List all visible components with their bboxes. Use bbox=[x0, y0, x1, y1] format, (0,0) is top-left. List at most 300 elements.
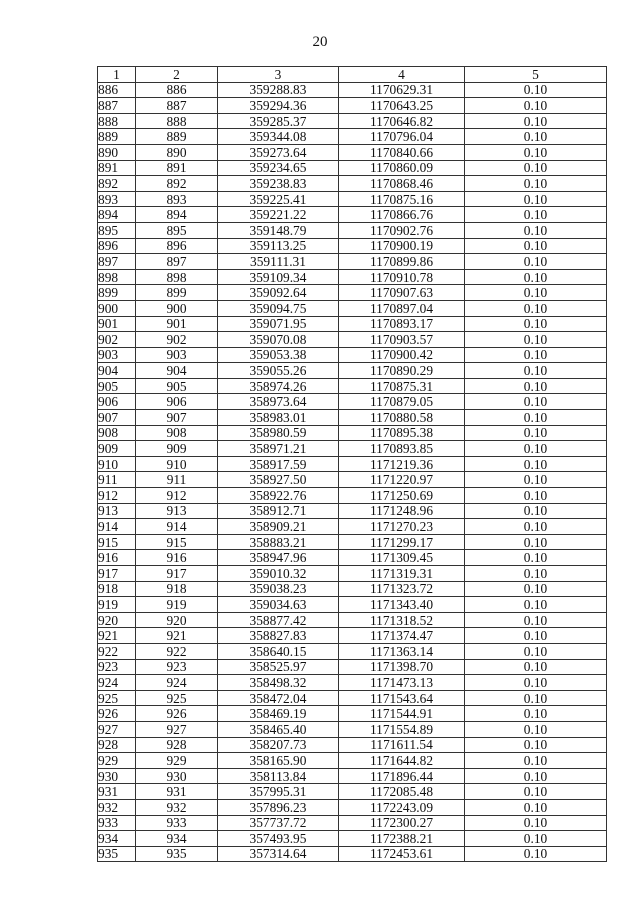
value-cell: 0.10 bbox=[465, 254, 607, 270]
y-coordinate-cell: 1170903.57 bbox=[339, 332, 465, 348]
value-cell: 0.10 bbox=[465, 534, 607, 550]
row-number-cell: 923 bbox=[98, 659, 136, 675]
y-coordinate-cell: 1170895.38 bbox=[339, 425, 465, 441]
row-number-cell: 893 bbox=[98, 191, 136, 207]
value-cell: 0.10 bbox=[465, 503, 607, 519]
value-cell: 0.10 bbox=[465, 643, 607, 659]
y-coordinate-cell: 1171473.13 bbox=[339, 675, 465, 691]
row-number-cell: 925 bbox=[98, 690, 136, 706]
x-coordinate-cell: 358974.26 bbox=[218, 378, 339, 394]
x-coordinate-cell: 359092.64 bbox=[218, 285, 339, 301]
y-coordinate-cell: 1170875.16 bbox=[339, 191, 465, 207]
x-coordinate-cell: 357737.72 bbox=[218, 815, 339, 831]
row-number-cell: 922 bbox=[98, 643, 136, 659]
table-row bbox=[98, 378, 607, 394]
row-number-cell: 917 bbox=[98, 566, 136, 582]
x-coordinate-cell: 359148.79 bbox=[218, 222, 339, 238]
y-coordinate-cell: 1170643.25 bbox=[339, 98, 465, 114]
y-coordinate-cell: 1171248.96 bbox=[339, 503, 465, 519]
row-number-cell: 929 bbox=[98, 753, 136, 769]
value-cell: 0.10 bbox=[465, 332, 607, 348]
value-cell: 0.10 bbox=[465, 191, 607, 207]
point-number-cell: 922 bbox=[136, 643, 218, 659]
x-coordinate-cell: 357314.64 bbox=[218, 846, 339, 862]
x-coordinate-cell: 359285.37 bbox=[218, 113, 339, 129]
value-cell: 0.10 bbox=[465, 316, 607, 332]
y-coordinate-cell: 1170796.04 bbox=[339, 129, 465, 145]
y-coordinate-cell: 1170840.66 bbox=[339, 144, 465, 160]
table-row bbox=[98, 300, 607, 316]
point-number-cell: 902 bbox=[136, 332, 218, 348]
x-coordinate-cell: 358165.90 bbox=[218, 753, 339, 769]
value-cell: 0.10 bbox=[465, 737, 607, 753]
y-coordinate-cell: 1171323.72 bbox=[339, 581, 465, 597]
y-coordinate-cell: 1170893.85 bbox=[339, 441, 465, 457]
table-row bbox=[98, 129, 607, 145]
row-number-cell: 901 bbox=[98, 316, 136, 332]
point-number-cell: 931 bbox=[136, 784, 218, 800]
y-coordinate-cell: 1170879.05 bbox=[339, 394, 465, 410]
point-number-cell: 896 bbox=[136, 238, 218, 254]
x-coordinate-cell: 359109.34 bbox=[218, 269, 339, 285]
row-number-cell: 910 bbox=[98, 456, 136, 472]
value-cell: 0.10 bbox=[465, 690, 607, 706]
y-coordinate-cell: 1170893.17 bbox=[339, 316, 465, 332]
point-number-cell: 921 bbox=[136, 628, 218, 644]
y-coordinate-cell: 1170868.46 bbox=[339, 176, 465, 192]
point-number-cell: 935 bbox=[136, 846, 218, 862]
row-number-cell: 889 bbox=[98, 129, 136, 145]
table-row bbox=[98, 410, 607, 426]
x-coordinate-cell: 359234.65 bbox=[218, 160, 339, 176]
value-cell: 0.10 bbox=[465, 550, 607, 566]
point-number-cell: 907 bbox=[136, 410, 218, 426]
table-row bbox=[98, 425, 607, 441]
value-cell: 0.10 bbox=[465, 300, 607, 316]
y-coordinate-cell: 1170866.76 bbox=[339, 207, 465, 223]
point-number-cell: 889 bbox=[136, 129, 218, 145]
y-coordinate-cell: 1171398.70 bbox=[339, 659, 465, 675]
value-cell: 0.10 bbox=[465, 222, 607, 238]
y-coordinate-cell: 1170629.31 bbox=[339, 82, 465, 98]
table-row bbox=[98, 566, 607, 582]
table-row bbox=[98, 799, 607, 815]
y-coordinate-cell: 1170900.42 bbox=[339, 347, 465, 363]
table-row bbox=[98, 721, 607, 737]
row-number-cell: 915 bbox=[98, 534, 136, 550]
row-number-cell: 891 bbox=[98, 160, 136, 176]
point-number-cell: 929 bbox=[136, 753, 218, 769]
value-cell: 0.10 bbox=[465, 799, 607, 815]
table-row bbox=[98, 846, 607, 862]
y-coordinate-cell: 1172388.21 bbox=[339, 831, 465, 847]
y-coordinate-cell: 1171374.47 bbox=[339, 628, 465, 644]
table-row bbox=[98, 207, 607, 223]
table-row bbox=[98, 269, 607, 285]
table-row bbox=[98, 534, 607, 550]
row-number-cell: 906 bbox=[98, 394, 136, 410]
x-coordinate-cell: 357995.31 bbox=[218, 784, 339, 800]
point-number-cell: 920 bbox=[136, 612, 218, 628]
table-row bbox=[98, 706, 607, 722]
value-cell: 0.10 bbox=[465, 815, 607, 831]
table-row bbox=[98, 238, 607, 254]
value-cell: 0.10 bbox=[465, 581, 607, 597]
point-number-cell: 897 bbox=[136, 254, 218, 270]
point-number-cell: 919 bbox=[136, 597, 218, 613]
x-coordinate-cell: 359113.25 bbox=[218, 238, 339, 254]
value-cell: 0.10 bbox=[465, 129, 607, 145]
point-number-cell: 894 bbox=[136, 207, 218, 223]
x-coordinate-cell: 359111.31 bbox=[218, 254, 339, 270]
table-row bbox=[98, 82, 607, 98]
point-number-cell: 909 bbox=[136, 441, 218, 457]
value-cell: 0.10 bbox=[465, 363, 607, 379]
point-number-cell: 905 bbox=[136, 378, 218, 394]
x-coordinate-cell: 359071.95 bbox=[218, 316, 339, 332]
x-coordinate-cell: 359294.36 bbox=[218, 98, 339, 114]
column-header-5: 5 bbox=[465, 67, 607, 83]
table-row bbox=[98, 254, 607, 270]
value-cell: 0.10 bbox=[465, 753, 607, 769]
point-number-cell: 886 bbox=[136, 82, 218, 98]
row-number-cell: 935 bbox=[98, 846, 136, 862]
y-coordinate-cell: 1170899.86 bbox=[339, 254, 465, 270]
point-number-cell: 888 bbox=[136, 113, 218, 129]
table-row bbox=[98, 503, 607, 519]
table-row bbox=[98, 612, 607, 628]
row-number-cell: 908 bbox=[98, 425, 136, 441]
value-cell: 0.10 bbox=[465, 784, 607, 800]
table-row bbox=[98, 737, 607, 753]
y-coordinate-cell: 1171611.54 bbox=[339, 737, 465, 753]
row-number-cell: 930 bbox=[98, 768, 136, 784]
value-cell: 0.10 bbox=[465, 488, 607, 504]
table-row bbox=[98, 316, 607, 332]
y-coordinate-cell: 1170900.19 bbox=[339, 238, 465, 254]
x-coordinate-cell: 359238.83 bbox=[218, 176, 339, 192]
x-coordinate-cell: 358983.01 bbox=[218, 410, 339, 426]
point-number-cell: 891 bbox=[136, 160, 218, 176]
table-row bbox=[98, 597, 607, 613]
x-coordinate-cell: 358927.50 bbox=[218, 472, 339, 488]
x-coordinate-cell: 358973.64 bbox=[218, 394, 339, 410]
x-coordinate-cell: 359273.64 bbox=[218, 144, 339, 160]
x-coordinate-cell: 358469.19 bbox=[218, 706, 339, 722]
y-coordinate-cell: 1172243.09 bbox=[339, 799, 465, 815]
x-coordinate-cell: 358827.83 bbox=[218, 628, 339, 644]
table-row bbox=[98, 784, 607, 800]
point-number-cell: 906 bbox=[136, 394, 218, 410]
column-header-1: 1 bbox=[98, 67, 136, 83]
point-number-cell: 911 bbox=[136, 472, 218, 488]
x-coordinate-cell: 359225.41 bbox=[218, 191, 339, 207]
point-number-cell: 926 bbox=[136, 706, 218, 722]
x-coordinate-cell: 358883.21 bbox=[218, 534, 339, 550]
table-row bbox=[98, 472, 607, 488]
y-coordinate-cell: 1171219.36 bbox=[339, 456, 465, 472]
y-coordinate-cell: 1170897.04 bbox=[339, 300, 465, 316]
point-number-cell: 892 bbox=[136, 176, 218, 192]
row-number-cell: 927 bbox=[98, 721, 136, 737]
point-number-cell: 923 bbox=[136, 659, 218, 675]
value-cell: 0.10 bbox=[465, 347, 607, 363]
y-coordinate-cell: 1171896.44 bbox=[339, 768, 465, 784]
value-cell: 0.10 bbox=[465, 98, 607, 114]
point-number-cell: 916 bbox=[136, 550, 218, 566]
table-row bbox=[98, 831, 607, 847]
value-cell: 0.10 bbox=[465, 472, 607, 488]
column-header-4: 4 bbox=[339, 67, 465, 83]
row-number-cell: 912 bbox=[98, 488, 136, 504]
value-cell: 0.10 bbox=[465, 394, 607, 410]
point-number-cell: 928 bbox=[136, 737, 218, 753]
point-number-cell: 918 bbox=[136, 581, 218, 597]
table-row bbox=[98, 347, 607, 363]
point-number-cell: 914 bbox=[136, 519, 218, 535]
table-body bbox=[98, 82, 607, 862]
y-coordinate-cell: 1171543.64 bbox=[339, 690, 465, 706]
row-number-cell: 924 bbox=[98, 675, 136, 691]
x-coordinate-cell: 358465.40 bbox=[218, 721, 339, 737]
value-cell: 0.10 bbox=[465, 659, 607, 675]
table-row bbox=[98, 675, 607, 691]
table-row bbox=[98, 456, 607, 472]
y-coordinate-cell: 1171309.45 bbox=[339, 550, 465, 566]
x-coordinate-cell: 358498.32 bbox=[218, 675, 339, 691]
x-coordinate-cell: 359038.23 bbox=[218, 581, 339, 597]
row-number-cell: 898 bbox=[98, 269, 136, 285]
row-number-cell: 926 bbox=[98, 706, 136, 722]
x-coordinate-cell: 358525.97 bbox=[218, 659, 339, 675]
y-coordinate-cell: 1172453.61 bbox=[339, 846, 465, 862]
y-coordinate-cell: 1170902.76 bbox=[339, 222, 465, 238]
point-number-cell: 924 bbox=[136, 675, 218, 691]
table-row bbox=[98, 628, 607, 644]
table-row bbox=[98, 160, 607, 176]
table-row bbox=[98, 98, 607, 114]
row-number-cell: 888 bbox=[98, 113, 136, 129]
header-row bbox=[98, 67, 607, 83]
point-number-cell: 898 bbox=[136, 269, 218, 285]
value-cell: 0.10 bbox=[465, 721, 607, 737]
x-coordinate-cell: 359221.22 bbox=[218, 207, 339, 223]
x-coordinate-cell: 359094.75 bbox=[218, 300, 339, 316]
x-coordinate-cell: 359053.38 bbox=[218, 347, 339, 363]
point-number-cell: 893 bbox=[136, 191, 218, 207]
x-coordinate-cell: 358472.04 bbox=[218, 690, 339, 706]
value-cell: 0.10 bbox=[465, 378, 607, 394]
column-header-2: 2 bbox=[136, 67, 218, 83]
value-cell: 0.10 bbox=[465, 566, 607, 582]
row-number-cell: 918 bbox=[98, 581, 136, 597]
table-row bbox=[98, 581, 607, 597]
row-number-cell: 896 bbox=[98, 238, 136, 254]
x-coordinate-cell: 358877.42 bbox=[218, 612, 339, 628]
point-number-cell: 934 bbox=[136, 831, 218, 847]
y-coordinate-cell: 1171554.89 bbox=[339, 721, 465, 737]
value-cell: 0.10 bbox=[465, 628, 607, 644]
row-number-cell: 900 bbox=[98, 300, 136, 316]
point-number-cell: 927 bbox=[136, 721, 218, 737]
x-coordinate-cell: 358971.21 bbox=[218, 441, 339, 457]
point-number-cell: 900 bbox=[136, 300, 218, 316]
value-cell: 0.10 bbox=[465, 425, 607, 441]
x-coordinate-cell: 359010.32 bbox=[218, 566, 339, 582]
page-number: 20 bbox=[312, 34, 328, 50]
table-row bbox=[98, 222, 607, 238]
x-coordinate-cell: 359055.26 bbox=[218, 363, 339, 379]
y-coordinate-cell: 1170907.63 bbox=[339, 285, 465, 301]
table-row bbox=[98, 285, 607, 301]
value-cell: 0.10 bbox=[465, 597, 607, 613]
point-number-cell: 912 bbox=[136, 488, 218, 504]
row-number-cell: 933 bbox=[98, 815, 136, 831]
y-coordinate-cell: 1170875.31 bbox=[339, 378, 465, 394]
value-cell: 0.10 bbox=[465, 410, 607, 426]
table-row bbox=[98, 643, 607, 659]
row-number-cell: 907 bbox=[98, 410, 136, 426]
table-row bbox=[98, 191, 607, 207]
x-coordinate-cell: 358917.59 bbox=[218, 456, 339, 472]
row-number-cell: 892 bbox=[98, 176, 136, 192]
x-coordinate-cell: 358912.71 bbox=[218, 503, 339, 519]
value-cell: 0.10 bbox=[465, 456, 607, 472]
point-number-cell: 930 bbox=[136, 768, 218, 784]
x-coordinate-cell: 358980.59 bbox=[218, 425, 339, 441]
row-number-cell: 914 bbox=[98, 519, 136, 535]
value-cell: 0.10 bbox=[465, 160, 607, 176]
row-number-cell: 919 bbox=[98, 597, 136, 613]
table-row bbox=[98, 488, 607, 504]
row-number-cell: 902 bbox=[98, 332, 136, 348]
value-cell: 0.10 bbox=[465, 82, 607, 98]
value-cell: 0.10 bbox=[465, 519, 607, 535]
table-row bbox=[98, 144, 607, 160]
row-number-cell: 931 bbox=[98, 784, 136, 800]
table-row bbox=[98, 113, 607, 129]
point-number-cell: 925 bbox=[136, 690, 218, 706]
row-number-cell: 899 bbox=[98, 285, 136, 301]
row-number-cell: 904 bbox=[98, 363, 136, 379]
y-coordinate-cell: 1170646.82 bbox=[339, 113, 465, 129]
x-coordinate-cell: 358207.73 bbox=[218, 737, 339, 753]
x-coordinate-cell: 359034.63 bbox=[218, 597, 339, 613]
point-number-cell: 899 bbox=[136, 285, 218, 301]
point-number-cell: 913 bbox=[136, 503, 218, 519]
row-number-cell: 895 bbox=[98, 222, 136, 238]
y-coordinate-cell: 1170910.78 bbox=[339, 269, 465, 285]
point-number-cell: 904 bbox=[136, 363, 218, 379]
row-number-cell: 894 bbox=[98, 207, 136, 223]
table-row bbox=[98, 768, 607, 784]
row-number-cell: 903 bbox=[98, 347, 136, 363]
table-row bbox=[98, 394, 607, 410]
y-coordinate-cell: 1171544.91 bbox=[339, 706, 465, 722]
value-cell: 0.10 bbox=[465, 238, 607, 254]
point-number-cell: 910 bbox=[136, 456, 218, 472]
row-number-cell: 928 bbox=[98, 737, 136, 753]
x-coordinate-cell: 358909.21 bbox=[218, 519, 339, 535]
x-coordinate-cell: 359288.83 bbox=[218, 82, 339, 98]
x-coordinate-cell: 358947.96 bbox=[218, 550, 339, 566]
y-coordinate-cell: 1171319.31 bbox=[339, 566, 465, 582]
point-number-cell: 901 bbox=[136, 316, 218, 332]
row-number-cell: 932 bbox=[98, 799, 136, 815]
y-coordinate-cell: 1171220.97 bbox=[339, 472, 465, 488]
point-number-cell: 917 bbox=[136, 566, 218, 582]
y-coordinate-cell: 1171318.52 bbox=[339, 612, 465, 628]
value-cell: 0.10 bbox=[465, 113, 607, 129]
x-coordinate-cell: 358113.84 bbox=[218, 768, 339, 784]
column-header-3: 3 bbox=[218, 67, 339, 83]
y-coordinate-cell: 1172085.48 bbox=[339, 784, 465, 800]
value-cell: 0.10 bbox=[465, 768, 607, 784]
y-coordinate-cell: 1171644.82 bbox=[339, 753, 465, 769]
row-number-cell: 913 bbox=[98, 503, 136, 519]
value-cell: 0.10 bbox=[465, 612, 607, 628]
point-number-cell: 903 bbox=[136, 347, 218, 363]
value-cell: 0.10 bbox=[465, 207, 607, 223]
table-row bbox=[98, 441, 607, 457]
x-coordinate-cell: 358640.15 bbox=[218, 643, 339, 659]
point-number-cell: 895 bbox=[136, 222, 218, 238]
value-cell: 0.10 bbox=[465, 706, 607, 722]
table-row bbox=[98, 176, 607, 192]
x-coordinate-cell: 359070.08 bbox=[218, 332, 339, 348]
y-coordinate-cell: 1171299.17 bbox=[339, 534, 465, 550]
row-number-cell: 886 bbox=[98, 82, 136, 98]
coordinates-table bbox=[97, 66, 607, 862]
value-cell: 0.10 bbox=[465, 285, 607, 301]
value-cell: 0.10 bbox=[465, 831, 607, 847]
x-coordinate-cell: 357493.95 bbox=[218, 831, 339, 847]
value-cell: 0.10 bbox=[465, 176, 607, 192]
row-number-cell: 887 bbox=[98, 98, 136, 114]
point-number-cell: 890 bbox=[136, 144, 218, 160]
point-number-cell: 908 bbox=[136, 425, 218, 441]
table-row bbox=[98, 550, 607, 566]
row-number-cell: 920 bbox=[98, 612, 136, 628]
y-coordinate-cell: 1171343.40 bbox=[339, 597, 465, 613]
table-row bbox=[98, 815, 607, 831]
row-number-cell: 897 bbox=[98, 254, 136, 270]
row-number-cell: 909 bbox=[98, 441, 136, 457]
y-coordinate-cell: 1171270.23 bbox=[339, 519, 465, 535]
table-row bbox=[98, 519, 607, 535]
value-cell: 0.10 bbox=[465, 441, 607, 457]
table-row bbox=[98, 690, 607, 706]
x-coordinate-cell: 359344.08 bbox=[218, 129, 339, 145]
point-number-cell: 932 bbox=[136, 799, 218, 815]
row-number-cell: 916 bbox=[98, 550, 136, 566]
table-row bbox=[98, 659, 607, 675]
row-number-cell: 905 bbox=[98, 378, 136, 394]
y-coordinate-cell: 1171363.14 bbox=[339, 643, 465, 659]
y-coordinate-cell: 1172300.27 bbox=[339, 815, 465, 831]
table-row bbox=[98, 363, 607, 379]
value-cell: 0.10 bbox=[465, 269, 607, 285]
row-number-cell: 934 bbox=[98, 831, 136, 847]
row-number-cell: 911 bbox=[98, 472, 136, 488]
table-header bbox=[98, 67, 607, 83]
value-cell: 0.10 bbox=[465, 675, 607, 691]
table-row bbox=[98, 332, 607, 348]
y-coordinate-cell: 1170890.29 bbox=[339, 363, 465, 379]
row-number-cell: 921 bbox=[98, 628, 136, 644]
y-coordinate-cell: 1170860.09 bbox=[339, 160, 465, 176]
x-coordinate-cell: 358922.76 bbox=[218, 488, 339, 504]
